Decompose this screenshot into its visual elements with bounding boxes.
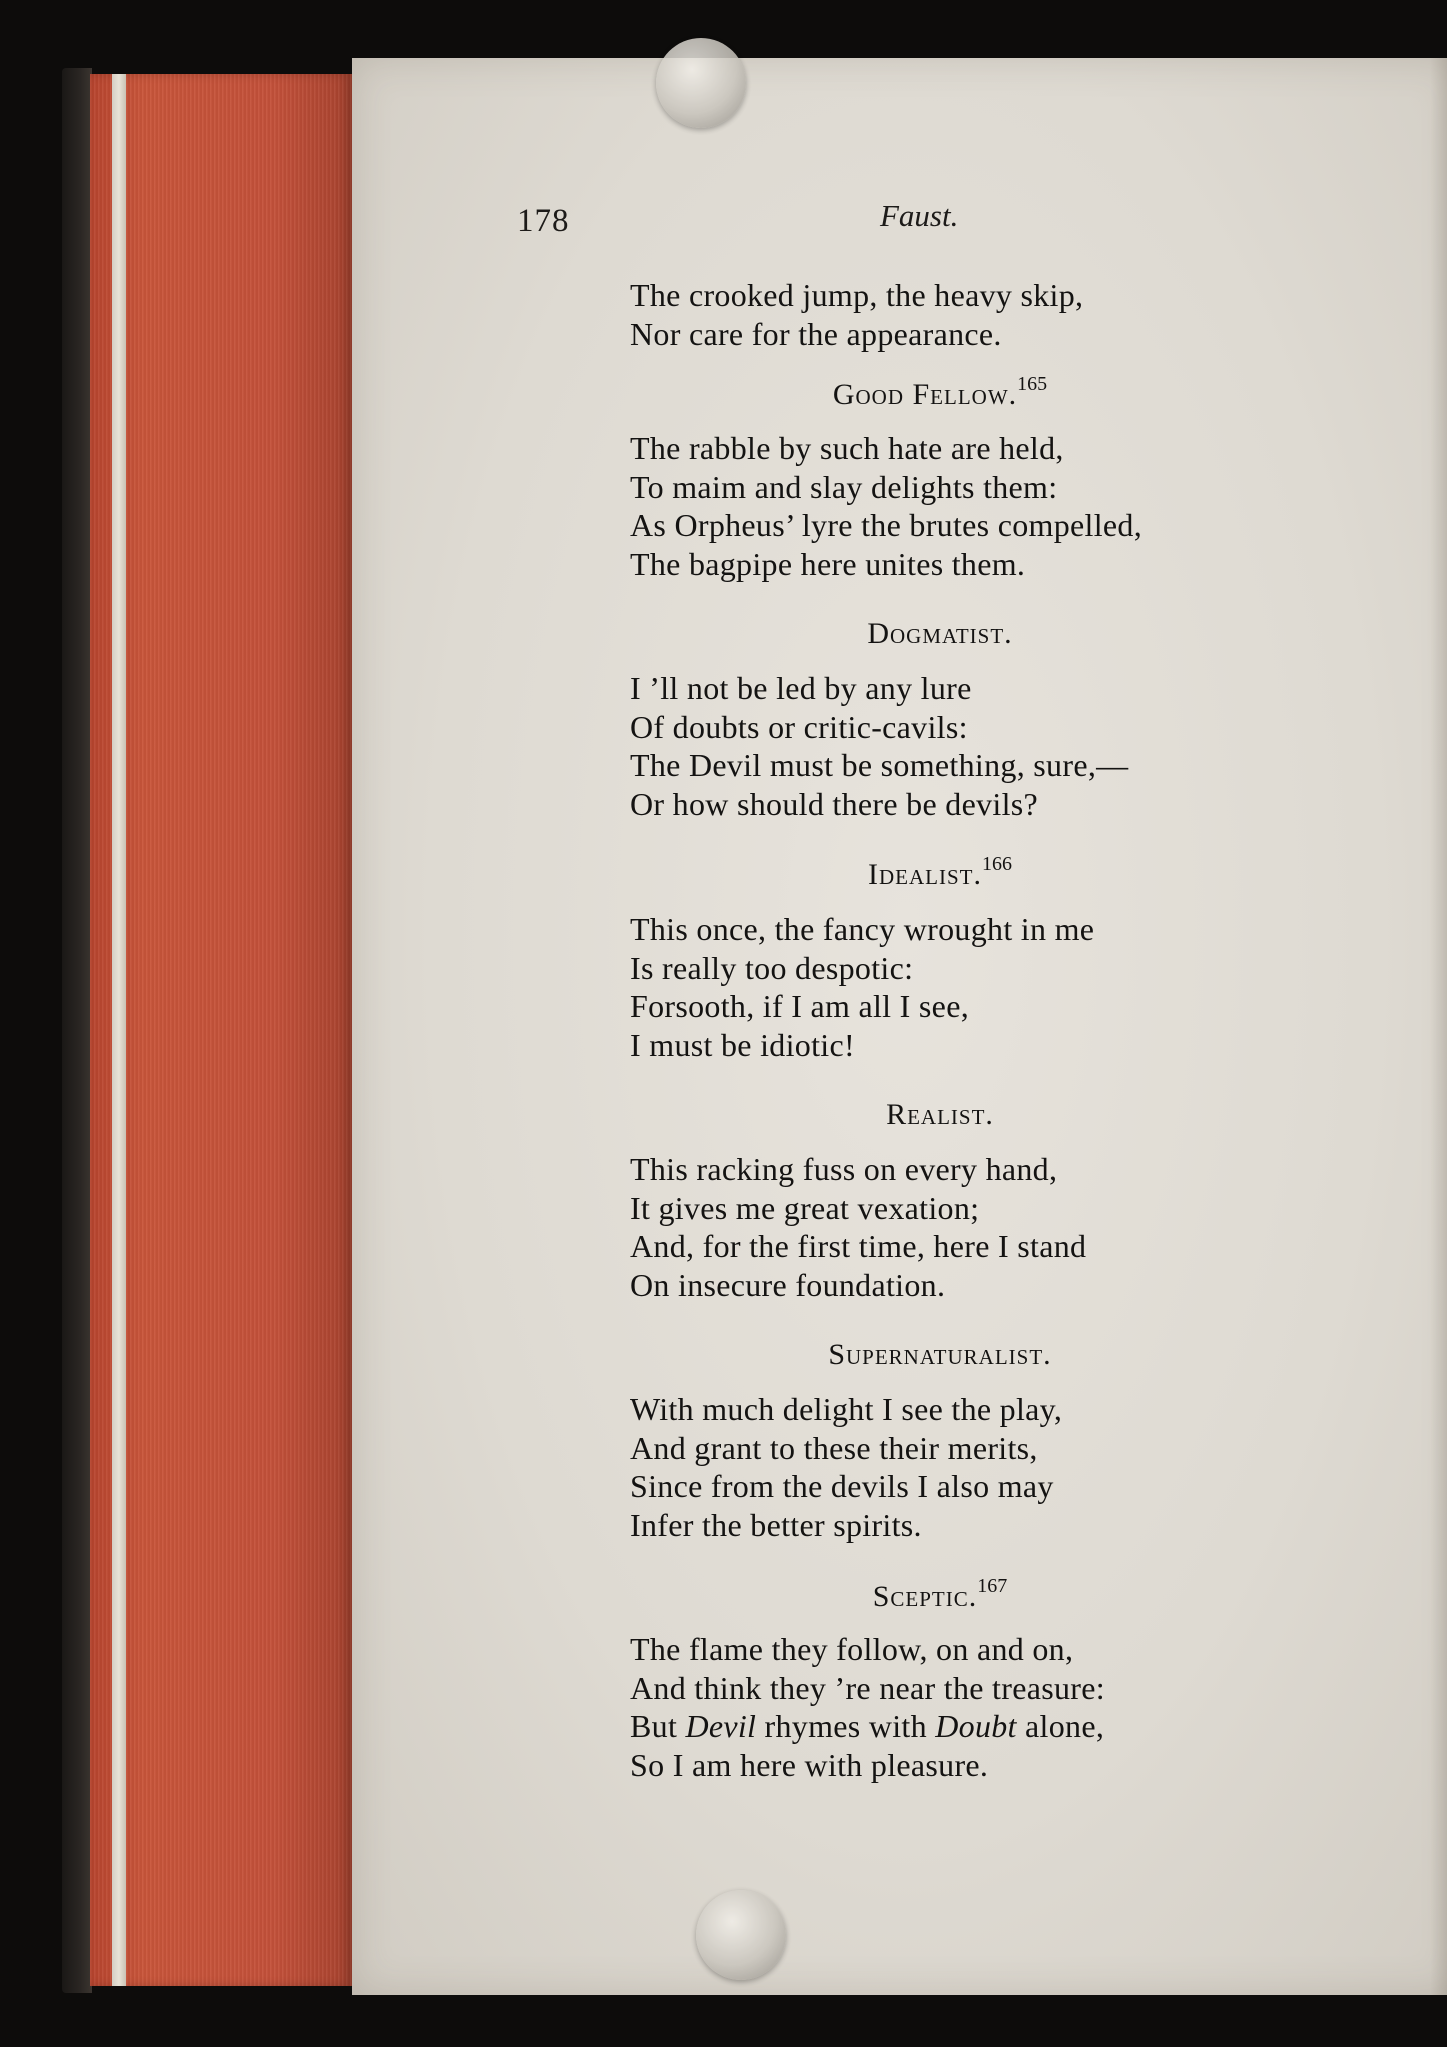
- verse-text: rhymes with: [756, 1708, 936, 1744]
- verse-line: On insecure foundation.: [630, 1266, 946, 1303]
- speaker-heading: [610, 1098, 1270, 1132]
- verse-line: The crooked jump, the heavy skip,: [630, 277, 1084, 313]
- verse-line: Nor care for the appearance.: [630, 315, 1002, 352]
- verse-line: The bagpipe here unites them.: [630, 545, 1026, 582]
- verse-line: Infer the better spirits.: [630, 1506, 922, 1543]
- verse-line: As Orpheus’ lyre the brutes compelled,: [630, 507, 1142, 543]
- page-clip-bottom: [696, 1890, 786, 1980]
- verse-line: Or how should there be devils?: [630, 785, 1039, 822]
- speaker-name: Idealist.: [868, 858, 982, 891]
- speaker-name: Sceptic.: [872, 1580, 978, 1613]
- verse-line: It gives me great vexation;: [630, 1189, 980, 1226]
- stanza: [630, 669, 1270, 823]
- speaker-name: Supernaturalist.: [828, 1338, 1052, 1371]
- stanza: [630, 910, 1270, 1064]
- stanza: [630, 1150, 1270, 1304]
- verse-line: Is really too despotic:: [630, 949, 914, 986]
- verse-line: I ’ll not be led by any lure: [630, 670, 972, 706]
- verse-text-italic: Doubt: [935, 1708, 1017, 1744]
- stanza: [630, 1630, 1270, 1784]
- verse-line: And grant to these their merits,: [630, 1429, 1038, 1466]
- verse-line: So I am here with pleasure.: [630, 1746, 989, 1783]
- verse-text: alone,: [1016, 1708, 1105, 1744]
- verse-line: With much delight I see the play,: [630, 1391, 1063, 1427]
- book-cover-edge: [62, 68, 92, 1993]
- speaker-heading: [610, 1338, 1270, 1372]
- speaker-name: Dogmatist.: [867, 617, 1013, 650]
- note-number: 166: [981, 853, 1012, 875]
- page-edge-highlight: [112, 74, 126, 1986]
- running-title: Faust.: [880, 198, 959, 233]
- note-number: 165: [1017, 373, 1048, 395]
- opening-stanza: [630, 276, 1270, 353]
- verse-text: But: [630, 1708, 686, 1744]
- verse-line: This racking fuss on every hand,: [630, 1151, 1058, 1187]
- speaker-heading: [610, 1575, 1270, 1614]
- stanza: [630, 429, 1270, 583]
- verse-text-italic: Devil: [685, 1708, 757, 1744]
- speaker-name: Realist.: [886, 1098, 994, 1131]
- verse-line: And, for the first time, here I stand: [630, 1228, 1087, 1264]
- verse-line: [630, 1707, 1270, 1746]
- page-clip-top: [656, 38, 746, 128]
- speaker-name: Good Fellow.: [832, 378, 1018, 411]
- verse-line: I must be idiotic!: [630, 1026, 855, 1063]
- verse-line: Of doubts or critic-cavils:: [630, 708, 968, 745]
- verse-line: The flame they follow, on and on,: [630, 1631, 1074, 1667]
- page-gutter: [1430, 58, 1447, 1995]
- speaker-heading: [610, 373, 1270, 412]
- verse-line: Since from the devils I also may: [630, 1468, 1054, 1504]
- page-edges: [90, 74, 352, 1986]
- speaker-heading: [610, 617, 1270, 651]
- page-number: 178: [517, 203, 570, 239]
- verse-line: Forsooth, if I am all I see,: [630, 988, 969, 1024]
- verse-line: The rabble by such hate are held,: [630, 430, 1064, 466]
- note-number: 167: [977, 1575, 1008, 1597]
- verse-line: And think they ’re near the treasure:: [630, 1669, 1105, 1706]
- verse-line: To maim and slay delights them:: [630, 468, 1058, 505]
- stanza: [630, 1390, 1270, 1544]
- speaker-heading: [610, 853, 1270, 892]
- verse-line: This once, the fancy wrought in me: [630, 911, 1095, 947]
- verse-line: The Devil must be something, sure,—: [630, 747, 1129, 783]
